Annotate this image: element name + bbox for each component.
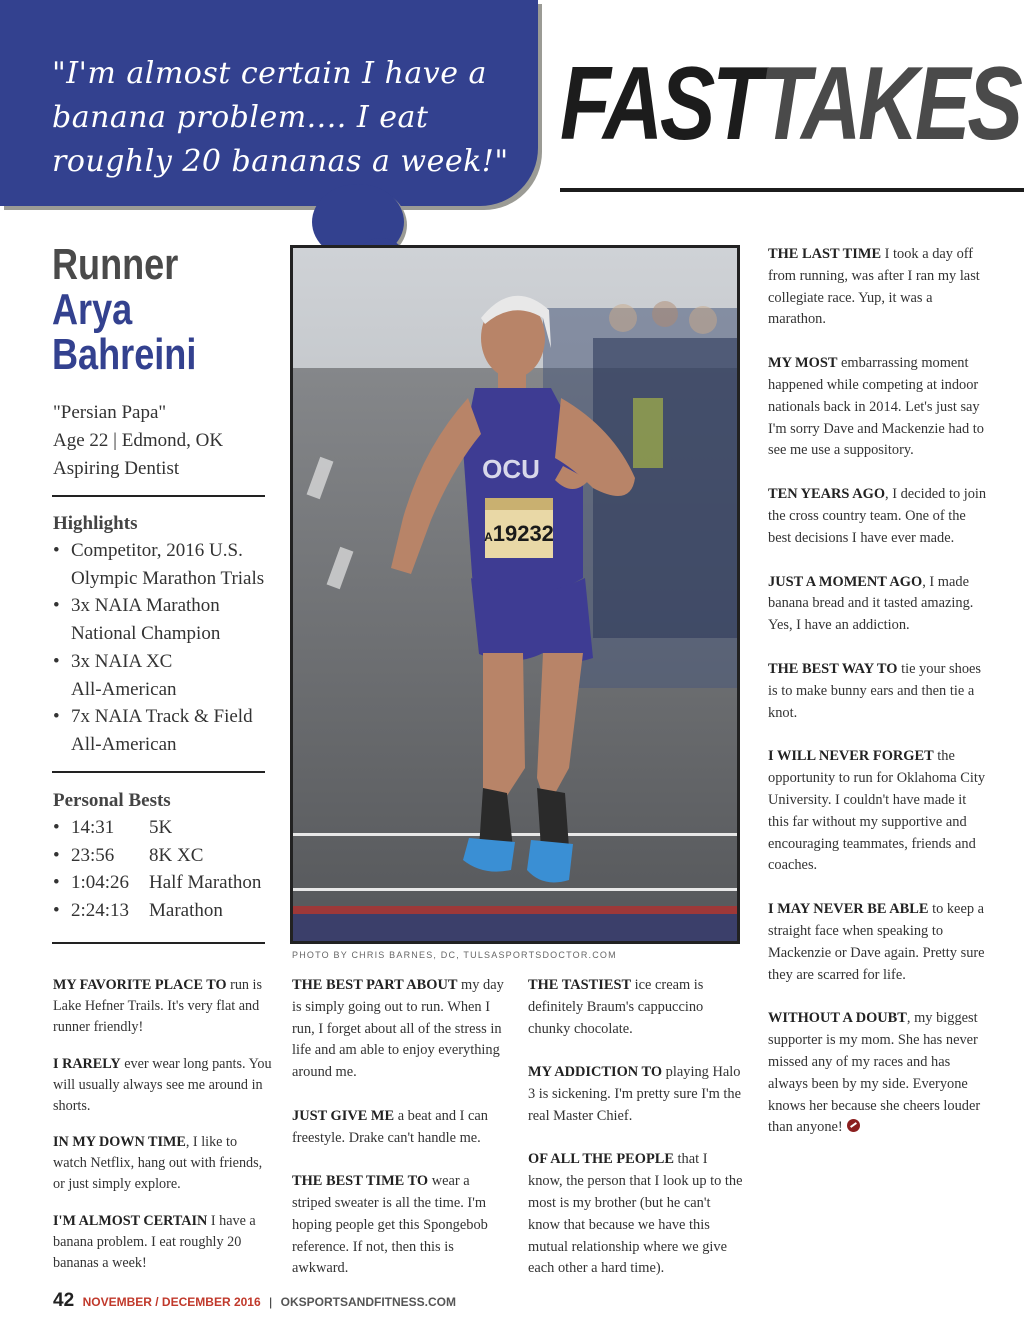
highlight-line: Competitor, 2016 U.S. xyxy=(71,540,243,561)
highlight-line: 3x NAIA Marathon xyxy=(71,595,220,617)
list-item xyxy=(53,648,264,703)
pb-event: Half Marathon xyxy=(149,872,262,894)
qa-answer: wear a striped sweater is all the time. I'm hoping people get this Spongebob reference. If not, then this is awkward. xyxy=(292,1173,488,1277)
qa-item xyxy=(768,659,988,724)
list-item xyxy=(53,814,261,842)
qa-question: JUST A MOMENT AGO xyxy=(768,573,923,590)
qa-answer: , I decided to join the cross country team. One of the best decisions I have ever made. xyxy=(768,486,987,546)
list-item xyxy=(53,869,261,897)
qa-question: JUST GIVE ME xyxy=(292,1107,395,1124)
qa-answer: ever wear long pants. You will usually always see me around in shorts. xyxy=(53,1055,272,1114)
svg-text:A19232 xyxy=(484,521,554,546)
masthead-title xyxy=(560,46,1020,162)
profile-nickname: "Persian Papa" xyxy=(53,402,167,423)
qa-answer: the opportunity to run for Oklahoma City University. I couldn't have made it this far without my supportive and encouraging teammates, friends and coaches. xyxy=(768,748,986,874)
qa-answer: , I like to watch Netflix, hang out with friends, or just simply explore. xyxy=(53,1134,263,1193)
qa-question: WITHOUT A DOUBT xyxy=(768,1010,907,1027)
qa-question: THE BEST TIME TO xyxy=(292,1173,429,1190)
qa-item xyxy=(768,899,988,986)
pb-event: 5K xyxy=(149,817,173,838)
qa-answer: a beat and I can freestyle. Drake can't handle me. xyxy=(292,1107,488,1146)
qa-answer: my day is simply going out to run. When I run, I forget about all of the stress in life and am able to enjoy everything around me. xyxy=(292,977,504,1081)
highlight-line: All-American xyxy=(71,678,177,700)
runner-photo-illustration xyxy=(293,248,737,941)
qa-question: THE TASTIEST xyxy=(528,977,632,993)
qa-item xyxy=(292,975,507,1084)
profile-aspiration: Aspiring Dentist xyxy=(53,458,180,479)
end-mark-icon xyxy=(847,1119,860,1132)
list-item xyxy=(53,897,261,925)
list-item xyxy=(53,703,264,758)
qa-item xyxy=(53,1211,273,1274)
pb-time: 14:31 xyxy=(71,817,115,838)
bib-prefix: A xyxy=(484,530,493,544)
highlights-heading: Highlights xyxy=(53,513,138,534)
pb-event: 8K XC xyxy=(149,844,204,866)
qa-item xyxy=(768,244,988,331)
qa-item xyxy=(292,1106,507,1150)
footer-separator: | xyxy=(269,1295,273,1309)
list-item xyxy=(53,842,261,870)
qa-item xyxy=(768,746,988,877)
profile-name-line: Runner xyxy=(52,240,179,289)
qa-item xyxy=(768,353,988,462)
list-item xyxy=(53,592,264,647)
pull-quote: "I'm almost certain I have a banana problem.... I eat roughly 20 bananas a week!" xyxy=(52,56,509,179)
qa-question: MY MOST xyxy=(768,355,838,372)
jersey-text: OCU xyxy=(482,454,540,484)
qa-question: I MAY NEVER BE ABLE xyxy=(768,901,929,918)
pb-time: 2:24:13 xyxy=(71,900,130,922)
issue-date: NOVEMBER / DECEMBER 2016 xyxy=(82,1295,261,1309)
profile-name-line: Bahreini xyxy=(52,330,197,379)
website-link[interactable]: OKSPORTSANDFITNESS.COM xyxy=(280,1295,457,1309)
qa-question: MY FAVORITE PLACE TO xyxy=(53,977,227,993)
profile-age-location: Age 22 | Edmond, OK xyxy=(53,430,224,451)
page-footer xyxy=(53,1290,456,1312)
qa-answer: , I made banana bread and it tasted amazing. Yes, I have an addiction. xyxy=(768,573,974,634)
qa-answer: tie your shoes is to make bunny ears and then tie a knot. xyxy=(768,660,982,721)
qa-item xyxy=(292,1171,507,1280)
qa-question: THE LAST TIME xyxy=(768,246,882,262)
qa-answer: , my biggest supporter is my mom. She has never missed any of my races and has always been by my side. Everyone knows her because she cheers louder than anyone! xyxy=(768,1010,981,1136)
highlight-line: All-American xyxy=(71,733,177,755)
qa-column-b xyxy=(292,975,507,1280)
qa-question: I RARELY xyxy=(53,1055,121,1072)
qa-item xyxy=(528,975,743,1040)
highlight-line: 3x NAIA XC xyxy=(71,650,173,672)
bib-number: 19232 xyxy=(492,521,554,546)
divider xyxy=(52,942,265,944)
qa-answer: embarrassing moment happened while competing at indoor nationals back in 2014. Let's just say I'm sorry Dave and Mackenzie had to see me use a suppository. xyxy=(768,355,984,459)
qa-question: OF ALL THE PEOPLE xyxy=(528,1151,674,1168)
qa-item xyxy=(768,1008,988,1139)
highlights-list xyxy=(53,537,264,759)
qa-question: TEN YEARS AGO xyxy=(768,486,886,503)
qa-answer: I have a banana problem. I eat roughly 20 bananas a week! xyxy=(53,1213,256,1271)
highlight-line: Olympic Marathon Trials xyxy=(71,567,265,589)
qa-answer: I took a day off from running, was after I ran my last collegiate race. Yup, it was a marathon. xyxy=(768,246,980,328)
personal-bests-heading: Personal Bests xyxy=(53,790,171,811)
qa-question: I WILL NEVER FORGET xyxy=(768,748,934,765)
page-number: 42 xyxy=(53,1290,75,1311)
qa-question: I'M ALMOST CERTAIN xyxy=(53,1213,208,1230)
qa-column-right xyxy=(768,244,988,1139)
qa-item xyxy=(768,572,988,637)
runner-photo xyxy=(290,245,740,944)
highlight-line: National Champion xyxy=(71,623,221,645)
profile-name-line: Arya xyxy=(52,285,133,334)
qa-answer: to keep a straight face when speaking to Mackenzie or Dave again. Pretty sure they are scarred for life. xyxy=(768,901,985,983)
qa-item xyxy=(528,1149,743,1280)
qa-item xyxy=(768,484,988,549)
qa-answer: run is Lake Hefner Trails. It's very flat and runner friendly! xyxy=(53,977,263,1035)
qa-answer: that I know, the person that I look up to the most is my brother (but he can't know that because we have this mutual relationship where we give each other a hard time). xyxy=(528,1151,743,1277)
qa-question: MY ADDICTION TO xyxy=(528,1064,663,1081)
pb-time: 1:04:26 xyxy=(71,872,130,894)
masthead-rule xyxy=(560,188,1024,192)
pb-event: Marathon xyxy=(149,900,223,922)
qa-item xyxy=(53,975,273,1038)
personal-bests-list xyxy=(53,814,261,925)
qa-item xyxy=(53,1132,273,1195)
qa-column-a xyxy=(53,975,273,1274)
qa-column-c xyxy=(528,975,743,1280)
qa-answer: ice cream is definitely Braum's cappuccino chunky chocolate. xyxy=(528,977,704,1037)
divider xyxy=(52,495,265,497)
qa-item xyxy=(528,1062,743,1127)
qa-question: THE BEST WAY TO xyxy=(768,660,898,677)
photo-credit: PHOTO BY CHRIS BARNES, DC, TULSASPORTSDOCTOR.COM xyxy=(292,950,617,960)
divider xyxy=(52,771,265,773)
qa-answer: playing Halo 3 is sickening. I'm pretty sure I'm the real Master Chief. xyxy=(528,1064,742,1124)
masthead-fast: FAST xyxy=(560,46,760,162)
masthead-takes: TAKES xyxy=(759,46,1020,162)
highlight-line: 7x NAIA Track & Field xyxy=(71,706,253,728)
qa-item xyxy=(53,1054,273,1117)
list-item xyxy=(53,537,264,592)
pb-time: 23:56 xyxy=(71,844,115,866)
qa-question: IN MY DOWN TIME xyxy=(53,1134,186,1151)
qa-question: THE BEST PART ABOUT xyxy=(292,977,458,993)
